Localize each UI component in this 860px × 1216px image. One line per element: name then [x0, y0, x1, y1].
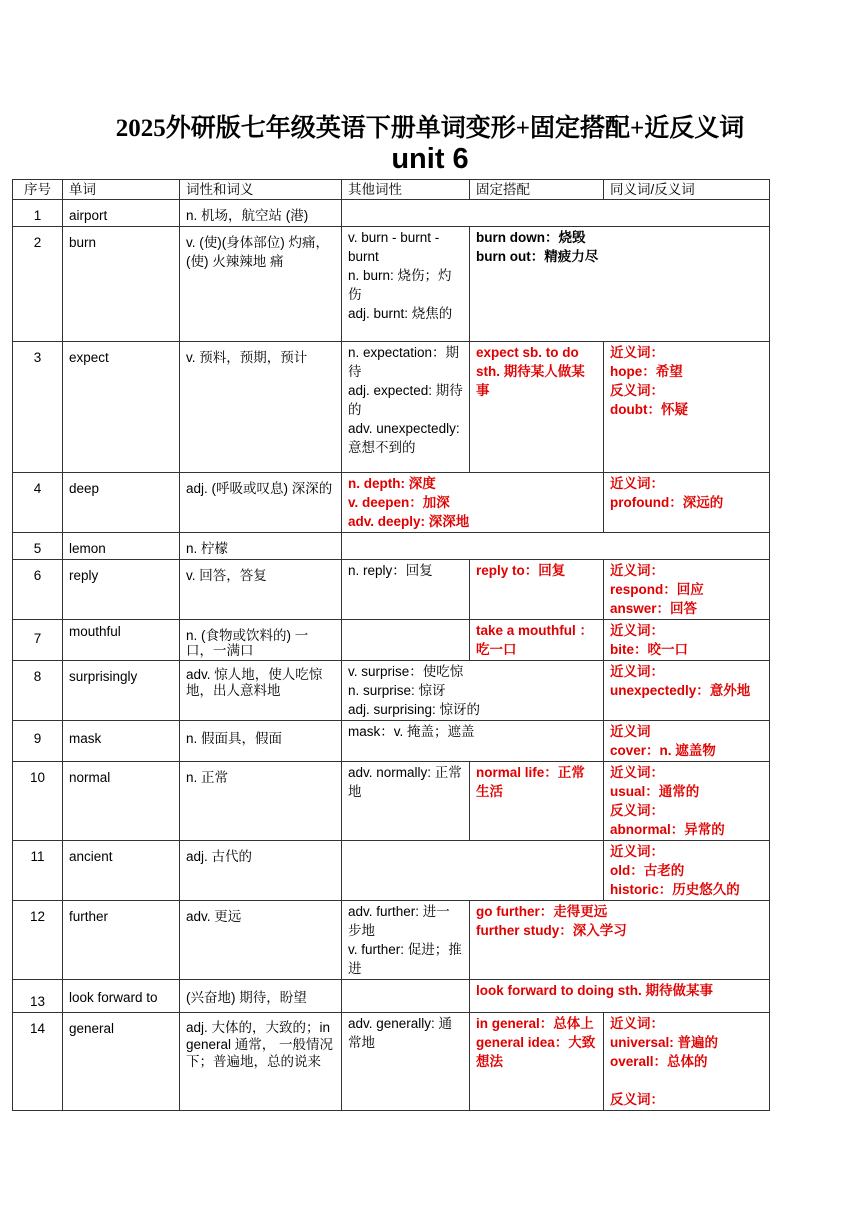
row-synonyms — [604, 841, 770, 901]
form-item: adj. surprising: 惊讶的 — [348, 702, 481, 717]
row-meaning: n. (食物或饮料的) 一口，一满口 — [180, 620, 342, 661]
row-meaning: v. 回答，答复 — [180, 560, 342, 620]
synonym-item: unexpectedly：意外地 — [610, 683, 751, 698]
table-row — [13, 227, 770, 342]
row-meaning: n. 正常 — [180, 762, 342, 841]
row-forms — [342, 661, 604, 721]
table-row — [13, 560, 770, 620]
synonym-item: 近义词： — [610, 476, 664, 491]
synonym-item: cover：n. 遮盖物 — [610, 743, 716, 758]
form-item: v. burn - burnt - burnt — [348, 230, 440, 264]
row-phrases — [470, 762, 604, 841]
document-title: 2025外研版七年级英语下册单词变形+固定搭配+近反义词 — [115, 115, 745, 142]
row-meaning: adj. (呼吸或叹息) 深深的 — [180, 473, 342, 533]
vocabulary-table — [12, 179, 770, 1111]
form-item: n. surprise: 惊讶 — [348, 683, 446, 698]
row-meaning: n. 机场，航空站 (港) — [180, 200, 342, 227]
row-number: 13 — [13, 980, 63, 1013]
phrase-item: burn down：烧毁 — [476, 230, 586, 245]
row-word: further — [63, 901, 180, 980]
form-item: v. deepen：加深 — [348, 495, 450, 510]
row-forms — [342, 980, 470, 1013]
phrase-item: in general：总体上 — [476, 1016, 594, 1031]
row-word: mouthful — [63, 620, 180, 661]
row-word: normal — [63, 762, 180, 841]
synonym-item: 近义词： — [610, 844, 664, 859]
table-row — [13, 841, 770, 901]
row-phrases — [470, 901, 770, 980]
synonym-item: old：古老的 — [610, 863, 685, 878]
row-synonyms — [604, 473, 770, 533]
row-meaning: adv. 更远 — [180, 901, 342, 980]
row-phrases — [470, 620, 604, 661]
synonym-item: usual：通常的 — [610, 784, 700, 799]
row-meaning: n. 假面具，假面 — [180, 721, 342, 762]
table-header-row — [13, 180, 770, 200]
row-number: 5 — [13, 533, 63, 560]
row-empty — [342, 200, 770, 227]
form-item: adj. expected: 期待的 — [348, 383, 463, 417]
form-item: v. surprise：使吃惊 — [348, 664, 464, 679]
header-cell: 词性和词义 — [180, 180, 342, 200]
phrase-item: further study：深入学习 — [476, 923, 627, 938]
row-word: airport — [63, 200, 180, 227]
phrase-item: burn out：精疲力尽 — [476, 249, 599, 264]
form-item: adv. normally: 正常地 — [348, 765, 462, 799]
row-word: burn — [63, 227, 180, 342]
row-forms — [342, 721, 604, 762]
row-forms — [342, 560, 470, 620]
row-empty — [342, 533, 770, 560]
row-word: reply — [63, 560, 180, 620]
table-row — [13, 200, 770, 227]
row-forms — [342, 227, 470, 342]
synonym-item: answer：回答 — [610, 601, 698, 616]
row-synonyms — [604, 342, 770, 473]
row-synonyms — [604, 762, 770, 841]
table-row — [13, 533, 770, 560]
table-row — [13, 1013, 770, 1111]
row-number: 6 — [13, 560, 63, 620]
row-word: general — [63, 1013, 180, 1111]
synonym-item: 近义词： — [610, 345, 664, 360]
header-cell: 固定搭配 — [470, 180, 604, 200]
table-row — [13, 342, 770, 473]
header-cell: 序号 — [13, 180, 63, 200]
row-word: expect — [63, 342, 180, 473]
row-meaning: v. 预料，预期，预计 — [180, 342, 342, 473]
row-forms — [342, 620, 470, 661]
header-cell: 其他词性 — [342, 180, 470, 200]
row-forms — [342, 473, 604, 533]
row-number: 4 — [13, 473, 63, 533]
table-row — [13, 901, 770, 980]
form-item: n. reply：回复 — [348, 563, 433, 578]
synonym-item: 近义词： — [610, 623, 664, 638]
form-item: adv. generally: 通常地 — [348, 1016, 453, 1050]
row-meaning: (兴奋地) 期待，盼望 — [180, 980, 342, 1013]
table-row — [13, 620, 770, 661]
synonym-item: 近义词： — [610, 563, 664, 578]
row-synonyms — [604, 620, 770, 661]
phrase-item: take a mouthful ：吃一口 — [476, 623, 594, 657]
header-cell: 单词 — [63, 180, 180, 200]
row-meaning: adj. 古代的 — [180, 841, 342, 901]
row-meaning: n. 柠檬 — [180, 533, 342, 560]
form-item: adv. deeply: 深深地 — [348, 514, 470, 529]
form-item: v. further: 促进；推进 — [348, 942, 462, 976]
synonym-item: 反义词： — [610, 803, 664, 818]
synonym-item: universal: 普遍的 — [610, 1035, 719, 1050]
synonym-item: hope：希望 — [610, 364, 683, 379]
phrase-item: normal life：正常生活 — [476, 765, 585, 799]
row-number: 9 — [13, 721, 63, 762]
table-row — [13, 661, 770, 721]
phrase-item: reply to：回复 — [476, 563, 566, 578]
row-forms — [342, 1013, 470, 1111]
row-word: look forward to — [63, 980, 180, 1013]
row-word: mask — [63, 721, 180, 762]
row-forms — [342, 901, 470, 980]
synonym-item: 反义词： — [610, 1092, 664, 1107]
header-cell: 同义词/反义词 — [604, 180, 770, 200]
synonym-item: 近义词 — [610, 724, 651, 739]
row-meaning: adj. 大体的，大致的；in general 通常， 一般情况下；普遍地，总的说来 — [180, 1013, 342, 1111]
row-empty — [342, 841, 604, 901]
form-item: adv. unexpectedly: 意想不到的 — [348, 421, 460, 455]
row-word: lemon — [63, 533, 180, 560]
form-item: n. depth: 深度 — [348, 476, 436, 491]
row-phrases — [470, 1013, 604, 1111]
row-number: 3 — [13, 342, 63, 473]
row-synonyms — [604, 661, 770, 721]
synonym-item: 近义词： — [610, 765, 664, 780]
synonym-item: 近义词： — [610, 1016, 664, 1031]
row-meaning: v. (使)(身体部位) 灼痛，(使) 火辣辣地 痛 — [180, 227, 342, 342]
table-row — [13, 473, 770, 533]
row-number: 2 — [13, 227, 63, 342]
synonym-item: historic：历史悠久的 — [610, 882, 740, 897]
form-item: adv. further: 进一步地 — [348, 904, 450, 938]
phrase-item: expect sb. to do sth. 期待某人做某事 — [476, 345, 585, 398]
synonym-item: 近义词： — [610, 664, 664, 679]
synonym-item: respond：回应 — [610, 582, 704, 597]
row-word: surprisingly — [63, 661, 180, 721]
synonym-item: profound：深远的 — [610, 495, 724, 510]
synonym-item: overall：总体的 — [610, 1054, 708, 1069]
form-item: n. expectation：期待 — [348, 345, 460, 379]
spacer — [610, 1071, 763, 1090]
row-meaning: adv. 惊人地，使人吃惊地，出人意料地 — [180, 661, 342, 721]
row-phrases — [470, 342, 604, 473]
row-number: 12 — [13, 901, 63, 980]
row-number: 1 — [13, 200, 63, 227]
phrase-item: go further：走得更远 — [476, 904, 608, 919]
phrase-item: look forward to doing sth. 期待做某事 — [476, 983, 713, 998]
table-row — [13, 762, 770, 841]
document-subtitle: unit 6 — [391, 143, 469, 175]
row-forms — [342, 762, 470, 841]
row-number: 11 — [13, 841, 63, 901]
form-item: adj. burnt: 烧焦的 — [348, 306, 453, 321]
table-row — [13, 980, 770, 1013]
row-forms — [342, 342, 470, 473]
row-number: 8 — [13, 661, 63, 721]
row-synonyms — [604, 1013, 770, 1111]
synonym-item: abnormal：异常的 — [610, 822, 725, 837]
row-synonyms — [604, 721, 770, 762]
row-phrases — [470, 560, 604, 620]
row-synonyms — [604, 560, 770, 620]
form-item: mask：v. 掩盖；遮盖 — [348, 724, 475, 739]
phrase-item: general idea：大致想法 — [476, 1035, 596, 1069]
synonym-item: bite：咬一口 — [610, 642, 689, 657]
row-number: 7 — [13, 620, 63, 661]
synonym-item: 反义词： — [610, 383, 664, 398]
form-item: n. burn: 烧伤；灼伤 — [348, 268, 452, 302]
row-word: ancient — [63, 841, 180, 901]
row-number: 10 — [13, 762, 63, 841]
row-phrases — [470, 227, 770, 342]
table-row — [13, 721, 770, 762]
row-number: 14 — [13, 1013, 63, 1111]
row-phrases — [470, 980, 770, 1013]
synonym-item: doubt：怀疑 — [610, 402, 688, 417]
row-word: deep — [63, 473, 180, 533]
